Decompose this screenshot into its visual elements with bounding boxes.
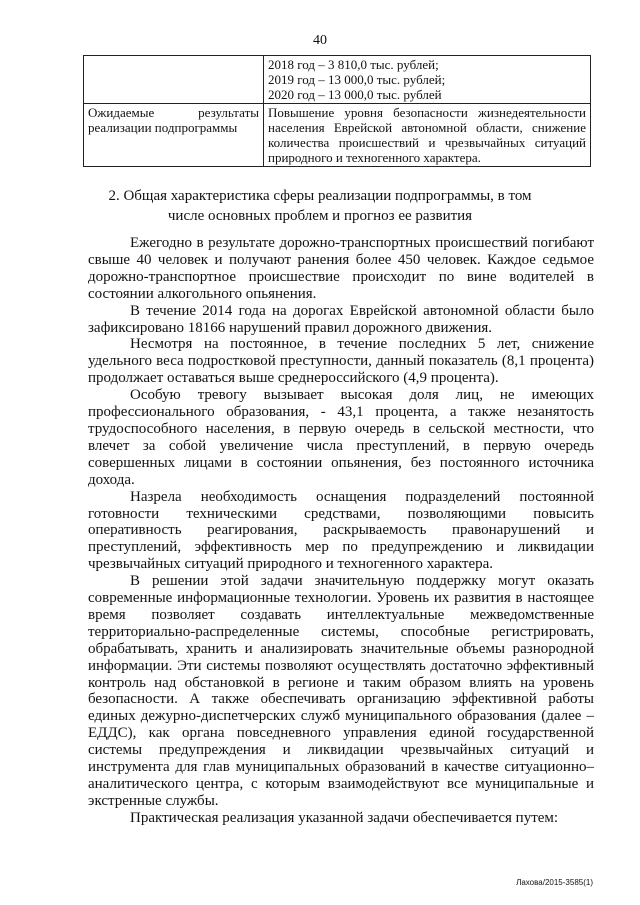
body-text [88, 235, 594, 827]
paragraph-1: Ежегодно в результате дорожно-транспортных происшествий погибают свыше 40 человек и получают ранения более 450 человек. Каждое седьмое дорожно-транспортное происшествие происходит по вине водителей в состоянии алкогольного опьянения. [88, 235, 594, 302]
funding-line-2019: 2019 год – 13 000,0 тыс. рублей; [268, 72, 446, 87]
label-word-expected: Ожидаемые [88, 105, 155, 120]
section-heading: 2. Общая характеристика сферы реализации подпрограммы, в том числе основных проблем и прогноз ее развития [108, 188, 532, 224]
paragraph-4: Особую тревогу вызывает высокая доля лиц, не имеющих профессионального образования, - 43,1 процента, а также незанятость трудоспособного населения, в первую очередь в сельской местности, что влечет за собой увеличение числа преступлений, в первую очередь совершенных лицами в состоянии опьянения, без постоянного источника дохода. [88, 387, 594, 488]
table-row [84, 104, 591, 167]
expected-results-label-cell [84, 104, 264, 167]
expected-results-value: Повышение уровня безопасности жизнедеятельности населения Еврейской автономной области, снижение количества происшествий и чрезвычайных ситуаций природного и техногенного характера. [264, 104, 591, 167]
funding-line-2018: 2018 год – 3 810,0 тыс. рублей; [268, 57, 439, 72]
expected-results-label-line1 [88, 105, 259, 120]
table-cell-empty [84, 56, 264, 104]
paragraph-7: Практическая реализация указанной задачи обеспечивается путем: [130, 809, 559, 826]
paragraph-5: Назрела необходимость оснащения подразделений постоянной готовности техническими средствами, позволяющими повысить оперативность реагирования, раскрываемость правонарушений и преступлений, эффективность мер по предупреждению и ликвидации чрезвычайных ситуаций природного и техногенного характера. [88, 488, 594, 573]
table-row [84, 56, 591, 104]
paragraph-3: Несмотря на постоянное, в течение последних 5 лет, снижение удельного веса подростковой преступности, данный показатель (8,1 процента) продолжает оставаться выше среднероссийского (4,9 процента). [88, 336, 594, 387]
expected-results-label-line2: реализации подпрограммы [88, 120, 238, 135]
subprogram-info-table [83, 55, 591, 167]
funding-cell [264, 56, 591, 104]
funding-line-2020: 2020 год – 13 000,0 тыс. рублей [268, 87, 442, 102]
document-footer-code: Лахова/2015-3585(1) [516, 878, 593, 887]
page-number: 40 [313, 33, 327, 48]
paragraph-6: В решении этой задачи значительную поддержку могут оказать современные информационные технологии. Уровень их развития в настоящее время позволяет создавать интеллектуальные межведомственные территориально-распределенные системы, способные регистрировать, обрабатывать, хранить и анализировать значительные объемы разнородной информации. Эти системы позволяют осуществлять достаточно эффективный контроль над обстановкой в регионе и таким образом влиять на уровень безопасности. А также обеспечивать организацию эффективной работы единых дежурно-диспетчерских служб муниципального образования (далее – ЕДДС), как органа повседневного управления единой государственной системы предупреждения и ликвидации чрезвычайных ситуаций и инструмента для глав муниципальных образований в качестве ситуационно–аналитического центра, с которым взаимодействуют все муниципальные и экстренные службы. [88, 573, 594, 809]
paragraph-2: В течение 2014 года на дорогах Еврейской автономной области было зафиксировано 18166 нарушений правил дорожного движения. [88, 302, 594, 336]
label-word-results: результаты [198, 105, 259, 120]
